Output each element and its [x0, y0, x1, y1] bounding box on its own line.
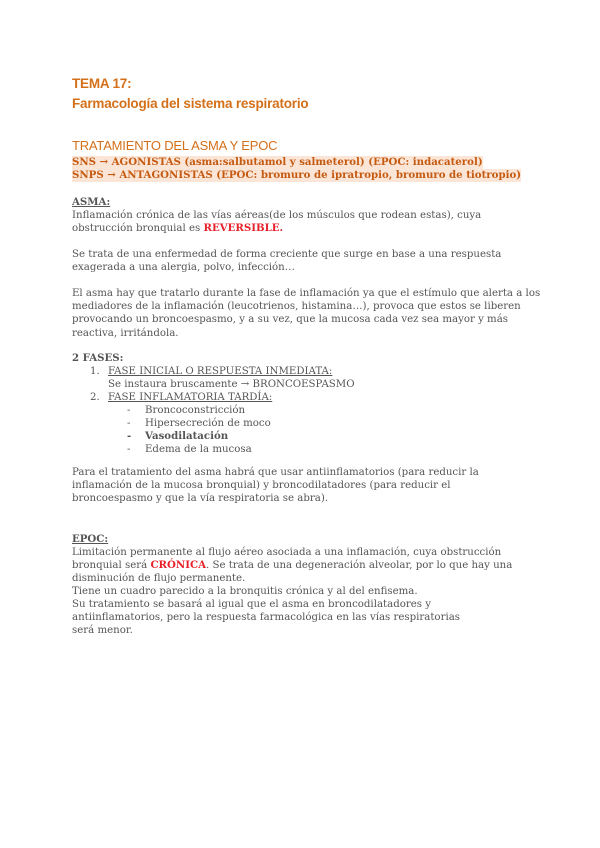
epoc-paragraph-2: Tiene un cuadro parecido a la bronquitis crónica y al del enfisema.	[72, 586, 418, 597]
document-subtitle: Farmacología del sistema respiratorio	[72, 96, 309, 111]
asma-definition-text: Inflamación crónica de las vías aéreas(de los músculos que rodean estas), cuya obstrucción bronquial es	[72, 210, 482, 235]
list-item: Vasodilatación	[145, 430, 229, 442]
asma-paragraph-3: El asma hay que tratarlo durante la fase de inflamación ya que el estímulo que alerta a los mediadores de la inflamación (leucotrienos, histamina…), provoca que estos se liberen provocando un broncoespasmo, y a su vez, que la mucosa cada vez sea mayor y más reactiva, irritándola.	[72, 288, 541, 339]
list-item: Broncoconstricción	[145, 405, 246, 416]
bullet-dash: -	[127, 405, 131, 416]
highlight-antagonistas: SNPS → ANTAGONISTAS (EPOC: bromuro de ipratropio, bromuro de tiotropio)	[72, 169, 522, 181]
asma-definition	[72, 209, 512, 235]
fase-1-title: FASE INICIAL O RESPUESTA INMEDIATA:	[108, 366, 333, 377]
asma-paragraph-2: Se trata de una enfermedad de forma creciente que surge en base a una respuesta exagerada a una alergia, polvo, infección…	[72, 249, 502, 274]
bullet-dash: -	[127, 444, 131, 455]
cronica-keyword: CRÓNICA	[150, 559, 206, 572]
section-title: TRATAMIENTO DEL ASMA Y EPOC	[72, 138, 278, 153]
asma-heading: ASMA:	[72, 196, 111, 208]
fase-1-detail: Se instaura bruscamente → BRONCOESPASMO	[108, 379, 355, 390]
fases-heading: 2 FASES:	[72, 352, 124, 364]
epoc-paragraph-3: Su tratamiento se basará al igual que el asma en broncodilatadores y antiinflamatorios, pero la respuesta farmacológica en las vías respiratorias será menor.	[72, 599, 461, 637]
tema-label: TEMA 17:	[72, 76, 132, 91]
bullet-dash: -	[127, 418, 131, 429]
epoc-definition-rest: . Se trata de una degeneración alveolar, por lo que hay una disminución de flujo permanente.	[72, 560, 513, 585]
epoc-heading: EPOC:	[72, 533, 109, 545]
epoc-definition	[72, 546, 532, 586]
epoc-definition-text: Limitación permanente al flujo aéreo asociada a una inflamación, cuya obstrucción bronquial será	[72, 547, 502, 572]
asma-paragraph-4: Para el tratamiento del asma habrá que usar antiinflamatorios (para reducir la inflamación de la mucosa bronquial) y broncodilatadores (para reducir el broncoespasmo y que la vía respiratoria se abra).	[72, 467, 479, 505]
list-item: Hipersecreción de moco	[145, 418, 271, 429]
highlight-agonistas: SNS → AGONISTAS (asma:salbutamol y salmeterol) (EPOC: indacaterol)	[72, 156, 483, 168]
list-item: Edema de la mucosa	[145, 444, 252, 455]
bullet-dash: -	[127, 430, 132, 442]
fase-1-number: 1.	[90, 366, 100, 377]
fase-2-title: FASE INFLAMATORIA TARDÍA:	[108, 392, 273, 403]
reversible-keyword: REVERSIBLE.	[203, 222, 284, 235]
fase-2-number: 2.	[90, 392, 100, 403]
